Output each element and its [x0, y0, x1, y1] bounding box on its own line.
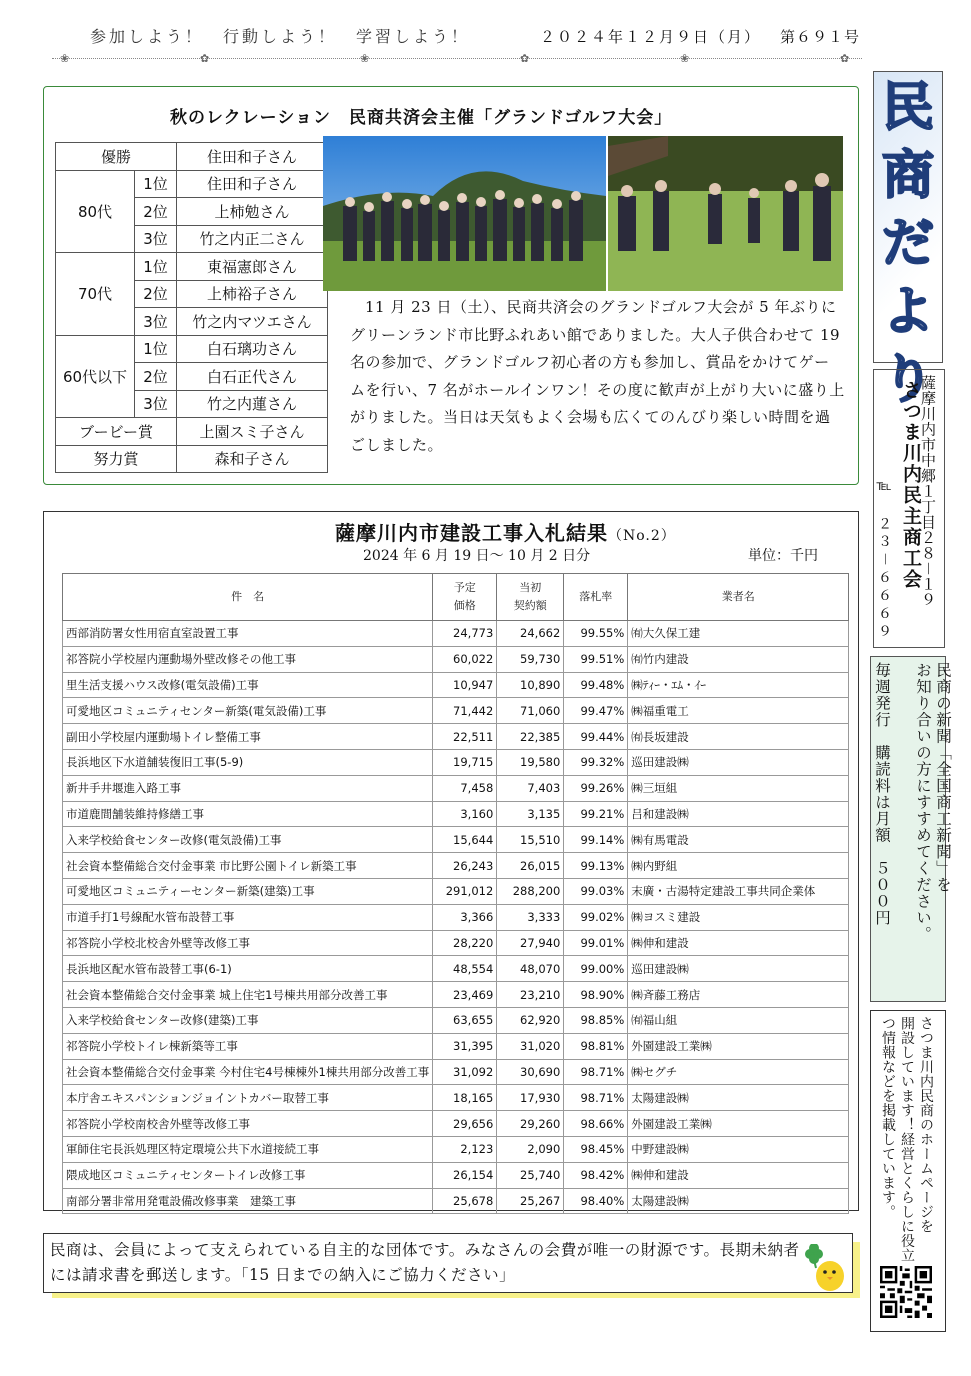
- estimate-price: 26,154: [433, 1162, 497, 1188]
- membership-note-text: 民商は、会員によって支えられている自主的な団体です。みなさんの会費が唯一の財源です。長期未納者には請求書を郵送します。「15 日までの納入にご協力ください」: [50, 1241, 800, 1284]
- project-name: 軍師住宅長浜処理区特定環境公共下水道接続工事: [63, 1136, 433, 1162]
- age-group: 80代: [56, 170, 135, 253]
- telephone: ℡ ２３－６６６９: [876, 478, 892, 642]
- player-name: 白石璃功さん: [177, 335, 328, 363]
- contract-amount: 3,333: [497, 904, 564, 930]
- place: 3位: [135, 390, 177, 418]
- bid-period: 2024 年 6 月 19 日～ 10 月 2 日分: [363, 548, 591, 564]
- table-row: [56, 418, 328, 446]
- contractor-name: 太陽建設㈱: [628, 1188, 849, 1214]
- player-name: 上柿裕子さん: [177, 280, 328, 308]
- contractor-name: 巡田建設㈱: [628, 956, 849, 982]
- contract-amount: 10,890: [497, 672, 564, 698]
- qr-code-icon[interactable]: [880, 1266, 932, 1318]
- place: 2位: [135, 280, 177, 308]
- contract-amount: 31,020: [497, 1033, 564, 1059]
- contractor-name: 末廣・古湯特定建設工事共同企業体: [628, 878, 849, 904]
- table-row: [63, 1033, 849, 1059]
- contract-amount: 3,135: [497, 801, 564, 827]
- winning-rate: 98.81%: [564, 1033, 628, 1059]
- recreation-report: 11 月 23 日（土）、民商共済会のグランドゴルフ大会が 5 年ぶりにグリーンランド市比野ふれあい館でありました。大人子供合わせて 19 名の参加で、グランドゴルフ初心者の方も参加し、賞品をかけてゲームを行い、7 名がホールインワン！その度に歓声が上がり大いに盛り上がりました。当日は天気もよく会場も広くてのんびり楽しい時間を過ごしました。: [350, 298, 845, 454]
- player-name: 上柿勉さん: [177, 198, 328, 226]
- contractor-name: 外園建設工業㈱: [628, 1111, 849, 1137]
- estimate-price: 31,395: [433, 1033, 497, 1059]
- issue-date: ２０２４年１２月９日（月）: [540, 28, 762, 46]
- winning-rate: 98.71%: [564, 1059, 628, 1085]
- estimate-price: 3,160: [433, 801, 497, 827]
- winning-rate: 98.40%: [564, 1188, 628, 1214]
- project-name: 可愛地区コミュニティーセンター新築(建築)工事: [63, 878, 433, 904]
- project-name: 西部消防署女性用宿直室設置工事: [63, 621, 433, 647]
- flower-icon: ✿: [840, 52, 850, 65]
- project-name: 入来学校給食センター改修(建築)工事: [63, 1007, 433, 1033]
- winning-rate: 99.02%: [564, 904, 628, 930]
- table-row: [63, 1007, 849, 1033]
- project-name: 市道手打1号線配水管布設替工事: [63, 904, 433, 930]
- contractor-name: ㈱セグチ: [628, 1059, 849, 1085]
- project-name: 市道鹿間舗装維持修繕工事: [63, 801, 433, 827]
- contractor-name: ㈱ﾃｨｰ・ｴﾑ・ｲｰ: [628, 672, 849, 698]
- column-header-company: 業者名: [628, 574, 849, 621]
- contractor-name: 吕和建設㈱: [628, 801, 849, 827]
- contract-amount: 288,200: [497, 878, 564, 904]
- estimate-price: 71,442: [433, 698, 497, 724]
- estimate-price: 29,656: [433, 1111, 497, 1137]
- contract-amount: 71,060: [497, 698, 564, 724]
- table-row: [63, 827, 849, 853]
- contractor-name: ㈲大久保工建: [628, 621, 849, 647]
- table-row: [56, 253, 328, 281]
- player-name: 東福憲郎さん: [177, 253, 328, 281]
- table-row: [63, 956, 849, 982]
- player-name: 森和子さん: [177, 445, 328, 473]
- winning-rate: 99.14%: [564, 827, 628, 853]
- place: 2位: [135, 363, 177, 391]
- table-row: [63, 672, 849, 698]
- contract-amount: 59,730: [497, 646, 564, 672]
- table-row: [56, 143, 328, 171]
- winning-rate: 98.90%: [564, 982, 628, 1008]
- game-photo: [608, 136, 843, 291]
- player-name: 竹之内マツエさん: [177, 308, 328, 336]
- organization-name: さつま川内民主商工会: [900, 380, 922, 590]
- contract-amount: 2,090: [497, 1136, 564, 1162]
- contractor-name: 巡田建設㈱: [628, 749, 849, 775]
- estimate-price: 291,012: [433, 878, 497, 904]
- table-row: [63, 698, 849, 724]
- contract-amount: 29,260: [497, 1111, 564, 1137]
- winning-rate: 99.32%: [564, 749, 628, 775]
- place: 3位: [135, 308, 177, 336]
- column-header-rate: 落札率: [564, 574, 628, 621]
- group-photo: [323, 136, 606, 291]
- estimate-price: 23,469: [433, 982, 497, 1008]
- place: 1位: [135, 253, 177, 281]
- table-row: [56, 170, 328, 198]
- flower-icon: ✿: [520, 52, 530, 65]
- estimate-price: 19,715: [433, 749, 497, 775]
- project-name: 隈成地区コミュニティセンタートイレ改修工事: [63, 1162, 433, 1188]
- table-row: [63, 853, 849, 879]
- flower-icon: ✿: [200, 52, 210, 65]
- estimate-price: 7,458: [433, 775, 497, 801]
- project-name: 社会資本整備総合交付金事業 城上住宅1号棟共用部分改善工事: [63, 982, 433, 1008]
- contractor-name: ㈱ヨスミ建設: [628, 904, 849, 930]
- header-slogan: 参加しよう！ 行動しよう！ 学習しよう！: [90, 27, 471, 46]
- table-row: [63, 1059, 849, 1085]
- contract-amount: 19,580: [497, 749, 564, 775]
- table-row: [63, 646, 849, 672]
- project-name: 祁答院小学校屋内運動場外壁改修その他工事: [63, 646, 433, 672]
- chick-clover-icon: [800, 1244, 848, 1292]
- contractor-name: ㈱内野組: [628, 853, 849, 879]
- contract-amount: 24,662: [497, 621, 564, 647]
- table-row: [56, 445, 328, 473]
- contract-amount: 17,930: [497, 1085, 564, 1111]
- flower-icon: ❀: [360, 52, 370, 65]
- winning-rate: 99.01%: [564, 930, 628, 956]
- contract-amount: 27,940: [497, 930, 564, 956]
- winning-rate: 99.55%: [564, 621, 628, 647]
- estimate-price: 15,644: [433, 827, 497, 853]
- newspaper-ad-text: 民商の新聞「全国商工新聞」を お知り合いの方にすすめてください。: [914, 662, 952, 943]
- contractor-name: ㈱伸和建設: [628, 1162, 849, 1188]
- contractor-name: ㈱三垣組: [628, 775, 849, 801]
- player-name: 白石正代さん: [177, 363, 328, 391]
- project-name: 入来学校給食センター改修(電気設備)工事: [63, 827, 433, 853]
- estimate-price: 60,022: [433, 646, 497, 672]
- recreation-title: 秋のレクレーション 民商共済会主催「グランドゴルフ大会」: [170, 108, 673, 128]
- player-name: 住田和子さん: [177, 170, 328, 198]
- winning-rate: 99.51%: [564, 646, 628, 672]
- contract-amount: 22,385: [497, 724, 564, 750]
- table-row: [63, 1111, 849, 1137]
- contract-amount: 26,015: [497, 853, 564, 879]
- flower-icon: ❀: [680, 52, 690, 65]
- player-name: 竹之内蓮さん: [177, 390, 328, 418]
- contractor-name: 外園建設工業㈱: [628, 1033, 849, 1059]
- estimate-price: 24,773: [433, 621, 497, 647]
- table-row: [63, 621, 849, 647]
- contract-amount: 62,920: [497, 1007, 564, 1033]
- table-row: [63, 749, 849, 775]
- contractor-name: ㈱有馬電設: [628, 827, 849, 853]
- project-name: 里生活支援ハウス改修(電気設備)工事: [63, 672, 433, 698]
- winning-rate: 98.45%: [564, 1136, 628, 1162]
- column-header-estimate: 予定 価格: [433, 574, 497, 621]
- contractor-name: 中野建設㈱: [628, 1136, 849, 1162]
- table-row: [63, 801, 849, 827]
- winning-rate: 99.26%: [564, 775, 628, 801]
- table-row: [63, 1188, 849, 1214]
- table-row: [63, 1162, 849, 1188]
- bid-results-table: [62, 573, 849, 1214]
- place: 3位: [135, 225, 177, 253]
- table-row: [63, 878, 849, 904]
- contract-amount: 15,510: [497, 827, 564, 853]
- project-name: 長浜地区下水道舗装復旧工事(5-9): [63, 749, 433, 775]
- project-name: 祁答院小学校南校舎外壁等改修工事: [63, 1111, 433, 1137]
- results-table: [55, 142, 328, 473]
- contractor-name: ㈱福重電工: [628, 698, 849, 724]
- table-row: [63, 1136, 849, 1162]
- project-name: 祁答院小学校トイレ棟新築等工事: [63, 1033, 433, 1059]
- winning-rate: 99.47%: [564, 698, 628, 724]
- place: 1位: [135, 170, 177, 198]
- estimate-price: 18,165: [433, 1085, 497, 1111]
- award-label: 優勝: [56, 143, 177, 171]
- project-name: 社会資本整備総合交付金事業 市比野公園トイレ新築工事: [63, 853, 433, 879]
- estimate-price: 28,220: [433, 930, 497, 956]
- estimate-price: 22,511: [433, 724, 497, 750]
- contractor-name: 太陽建設㈱: [628, 1085, 849, 1111]
- contract-amount: 23,210: [497, 982, 564, 1008]
- winner-name: 住田和子さん: [177, 143, 328, 171]
- winning-rate: 99.00%: [564, 956, 628, 982]
- newspaper-ad-price: 毎週発行 購読料は月額 ５００円: [873, 662, 891, 926]
- estimate-price: 48,554: [433, 956, 497, 982]
- project-name: 社会資本整備総合交付金事業 今村住宅4号棟棟外1棟共用部分改善工事: [63, 1059, 433, 1085]
- homepage-text: さつま川内民商のホームページを 開設しています！経営とくらしに役立 つ情報などを掲載しています。: [880, 1016, 934, 1263]
- estimate-price: 63,655: [433, 1007, 497, 1033]
- table-row: [63, 904, 849, 930]
- place: 1位: [135, 335, 177, 363]
- project-name: 南部分署非常用発電設備改修事業 建築工事: [63, 1188, 433, 1214]
- table-row: [63, 1085, 849, 1111]
- project-name: 本庁舎エキスパンションジョイントカバー取替工事: [63, 1085, 433, 1111]
- place: 2位: [135, 198, 177, 226]
- column-header-contract: 当初 契約額: [497, 574, 564, 621]
- award-label: 努力賞: [56, 445, 177, 473]
- table-row: [63, 724, 849, 750]
- contract-amount: 48,070: [497, 956, 564, 982]
- table-row: [56, 335, 328, 363]
- address: 薩摩川内市中郷１丁目２８－１９: [919, 375, 937, 608]
- contractor-name: ㈱斉藤工務店: [628, 982, 849, 1008]
- bid-results-title: 薩摩川内市建設工事入札結果（No.2）: [335, 521, 676, 545]
- project-name: 長浜地区配水管布設替工事(6-1): [63, 956, 433, 982]
- table-row: [63, 775, 849, 801]
- bid-unit: 単位：千円: [748, 548, 818, 564]
- masthead-title: 民商だより: [881, 78, 934, 410]
- age-group: 60代以下: [56, 335, 135, 418]
- estimate-price: 31,092: [433, 1059, 497, 1085]
- contract-amount: 25,267: [497, 1188, 564, 1214]
- estimate-price: 26,243: [433, 853, 497, 879]
- contractor-name: ㈲長坂建設: [628, 724, 849, 750]
- estimate-price: 25,678: [433, 1188, 497, 1214]
- player-name: 上園スミ子さん: [177, 418, 328, 446]
- project-name: 可愛地区コミュニティセンター新築(電気設備)工事: [63, 698, 433, 724]
- winning-rate: 99.44%: [564, 724, 628, 750]
- header-divider: [52, 58, 862, 59]
- column-header-name: 件 名: [63, 574, 433, 621]
- contractor-name: ㈲竹内建設: [628, 646, 849, 672]
- winning-rate: 99.13%: [564, 853, 628, 879]
- table-header-row: [63, 574, 849, 621]
- winning-rate: 99.48%: [564, 672, 628, 698]
- winning-rate: 98.66%: [564, 1111, 628, 1137]
- contract-amount: 25,740: [497, 1162, 564, 1188]
- contract-amount: 7,403: [497, 775, 564, 801]
- table-row: [63, 982, 849, 1008]
- contractor-name: ㈱伸和建設: [628, 930, 849, 956]
- winning-rate: 99.21%: [564, 801, 628, 827]
- estimate-price: 3,366: [433, 904, 497, 930]
- contract-amount: 30,690: [497, 1059, 564, 1085]
- award-label: ブービー賞: [56, 418, 177, 446]
- winning-rate: 98.42%: [564, 1162, 628, 1188]
- winning-rate: 98.85%: [564, 1007, 628, 1033]
- winning-rate: 99.03%: [564, 878, 628, 904]
- age-group: 70代: [56, 253, 135, 336]
- winning-rate: 98.71%: [564, 1085, 628, 1111]
- player-name: 竹之内正二さん: [177, 225, 328, 253]
- contractor-name: ㈲福山組: [628, 1007, 849, 1033]
- project-name: 祁答院小学校北校舎外壁等改修工事: [63, 930, 433, 956]
- project-name: 副田小学校屋内運動場トイレ整備工事: [63, 724, 433, 750]
- project-name: 新井手井堰進入路工事: [63, 775, 433, 801]
- estimate-price: 10,947: [433, 672, 497, 698]
- flower-icon: ❀: [60, 52, 70, 65]
- estimate-price: 2,123: [433, 1136, 497, 1162]
- table-row: [63, 930, 849, 956]
- issue-number: 第６９１号: [780, 28, 861, 46]
